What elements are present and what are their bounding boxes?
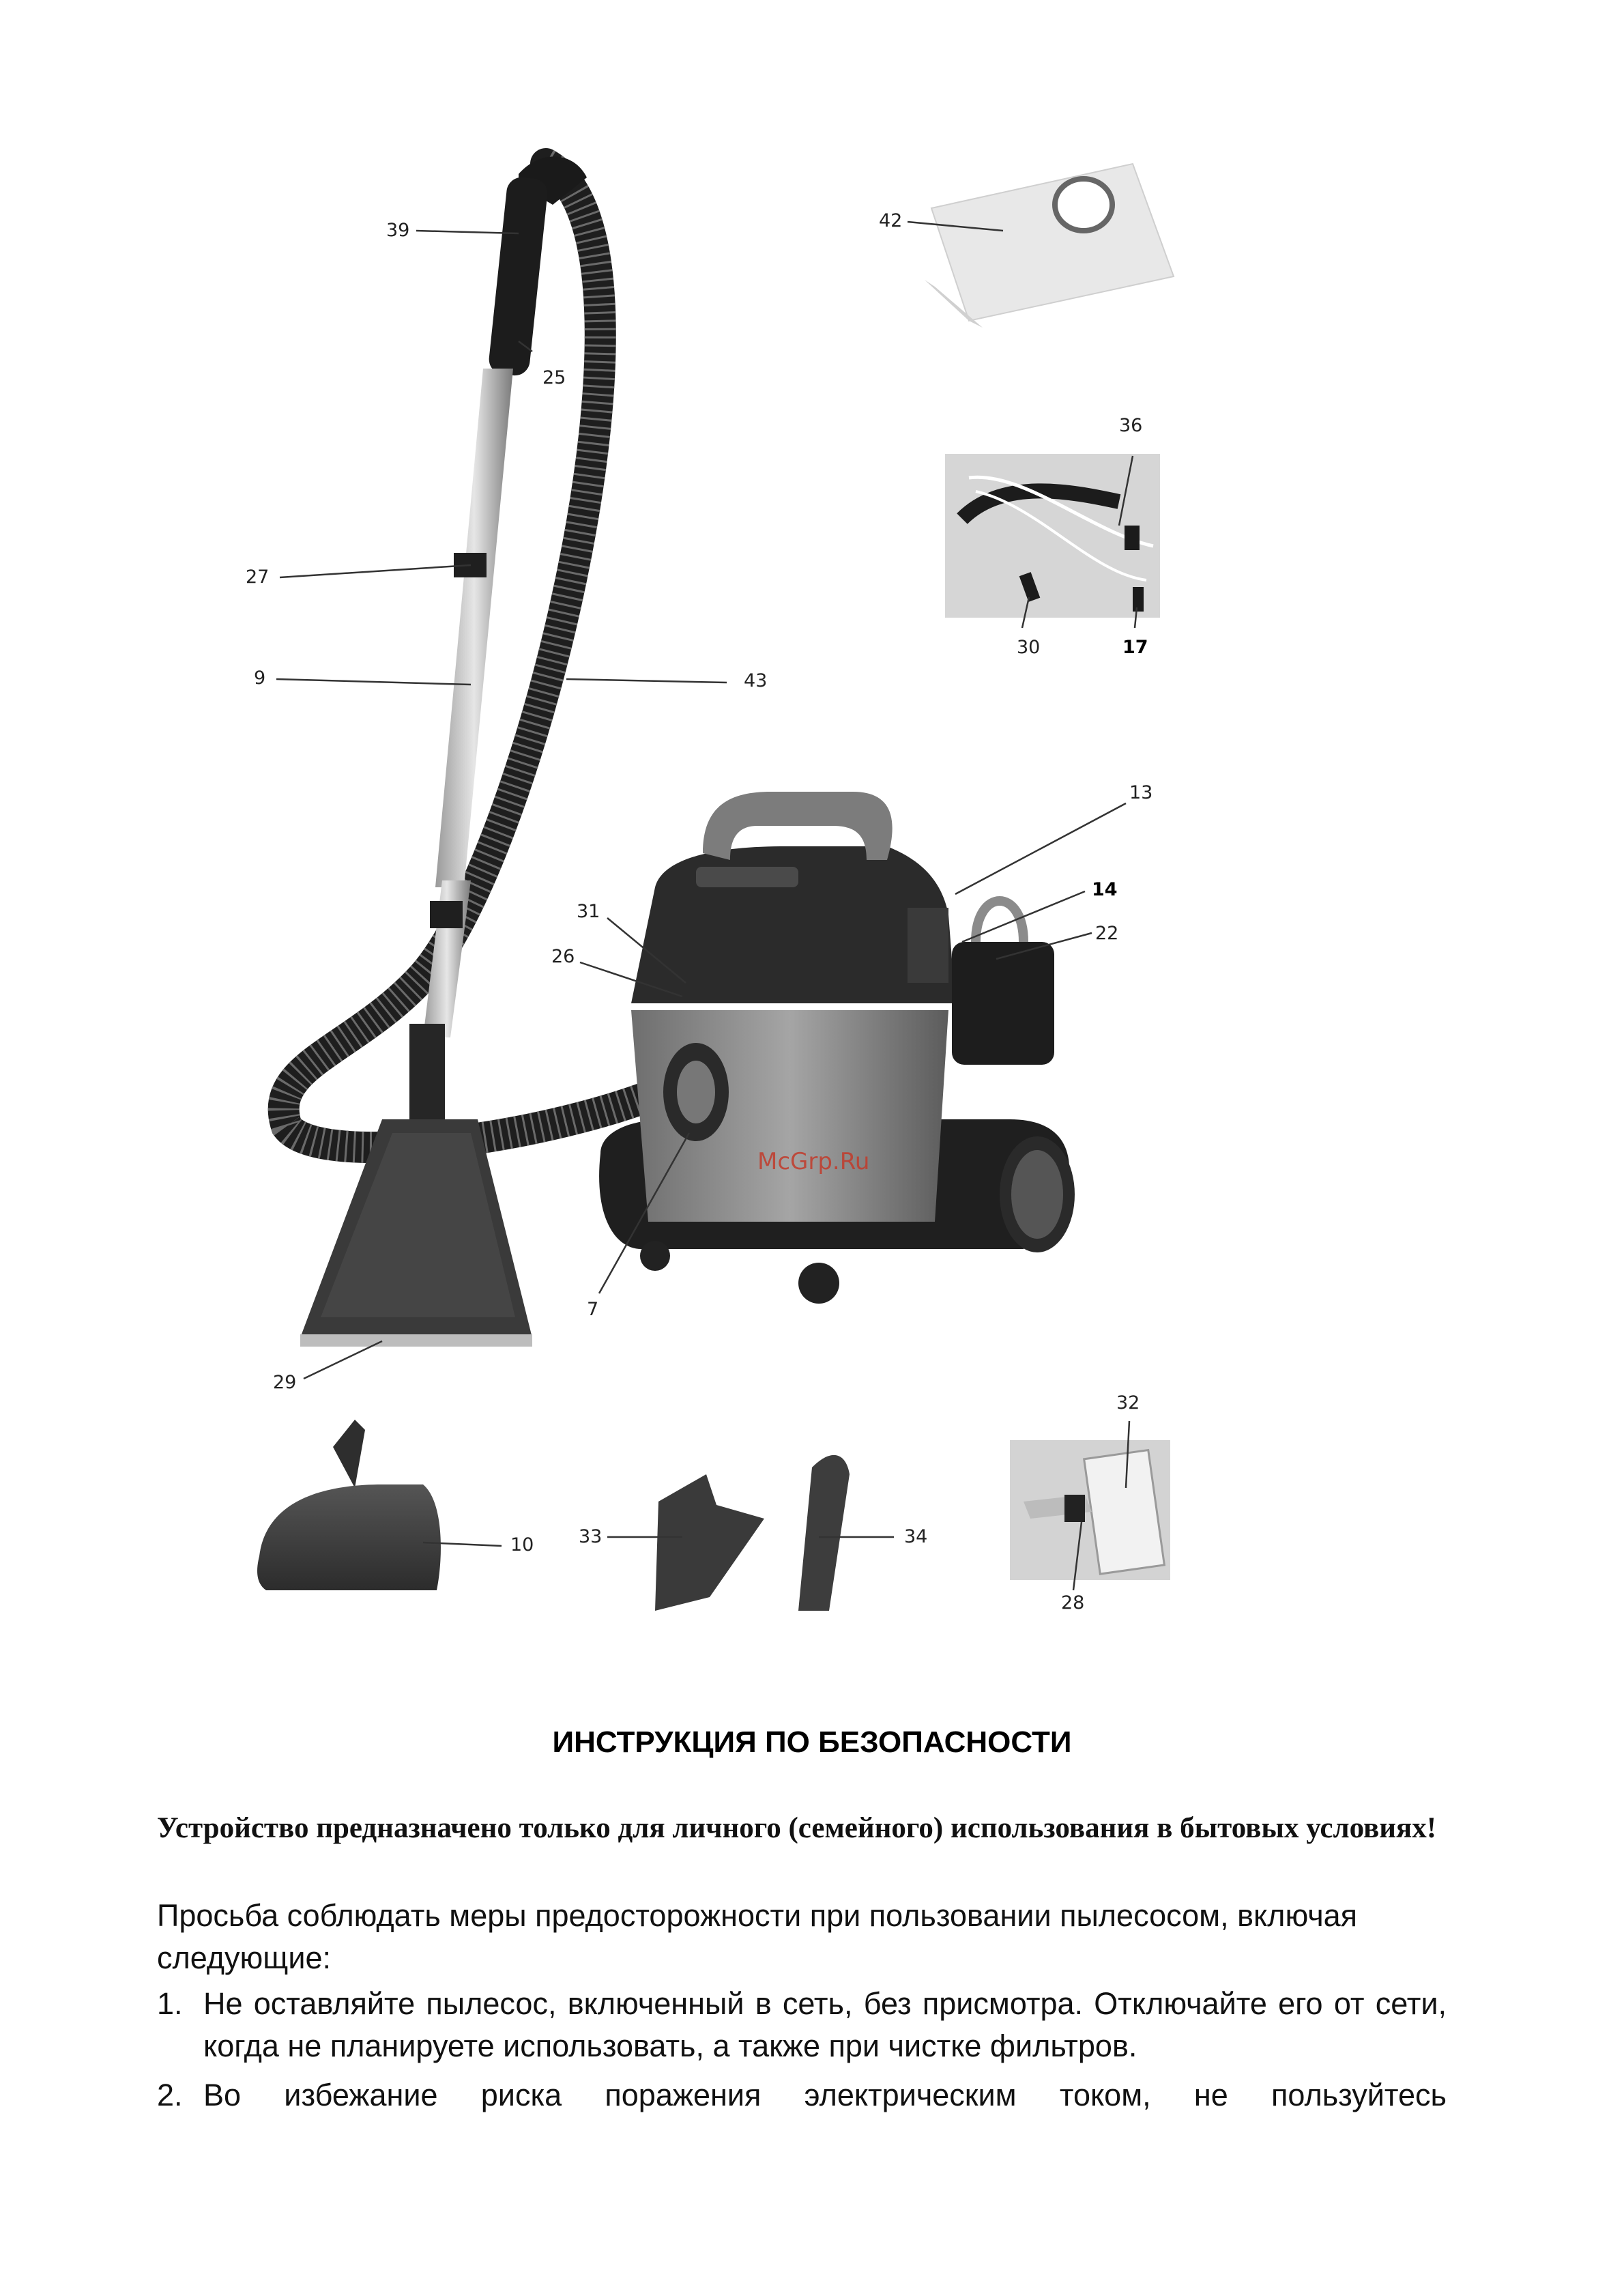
handle-grip	[487, 176, 549, 377]
adapter-photo	[1010, 1440, 1170, 1580]
intro-text: Просьба соблюдать меры предосторожности при пользовании пылесосом, включая следующие:	[157, 1898, 1358, 1975]
label-9: 9	[254, 668, 266, 689]
list-item	[157, 1983, 1447, 2067]
section-heading: ИНСТРУКЦИЯ ПО БЕЗОПАСНОСТИ	[552, 1725, 1072, 1759]
list-item-text: Не оставляйте пылесос, включенный в сеть, без присмотра. Отключайте его от сети, когда не планируете использовать, а также при чистке фильтров.	[203, 1986, 1447, 2063]
label-31: 31	[577, 901, 600, 922]
label-26: 26	[551, 946, 575, 967]
label-29: 29	[273, 1372, 297, 1393]
floor-brush	[257, 1420, 441, 1590]
list-item-number: 2.	[157, 2078, 183, 2112]
label-36: 36	[1119, 415, 1143, 436]
list-item-number: 1.	[157, 1986, 183, 2021]
slot-nozzle	[655, 1474, 764, 1611]
list-item	[157, 2074, 1447, 2116]
label-27: 27	[246, 566, 270, 588]
upholstery-nozzle	[300, 1024, 532, 1347]
safety-list	[157, 1983, 1447, 2123]
label-33: 33	[579, 1526, 603, 1547]
label-42: 42	[879, 210, 903, 231]
label-7: 7	[587, 1299, 599, 1320]
crevice-nozzle	[798, 1455, 850, 1611]
label-13: 13	[1129, 782, 1153, 803]
watermark: McGrp.Ru	[757, 1148, 870, 1175]
label-10: 10	[510, 1534, 534, 1555]
label-30: 30	[1017, 637, 1041, 658]
label-34: 34	[904, 1526, 928, 1547]
label-43: 43	[744, 670, 768, 691]
label-22: 22	[1095, 923, 1119, 944]
label-14: 14	[1092, 879, 1118, 900]
label-39: 39	[386, 220, 410, 241]
label-17: 17	[1122, 637, 1148, 658]
dust-bag	[925, 164, 1174, 328]
list-item-text: Во избежание риска поражения электрическим током, не пользуйтесь	[203, 2078, 1447, 2112]
label-32: 32	[1116, 1392, 1140, 1414]
label-25: 25	[542, 367, 566, 388]
label-28: 28	[1061, 1592, 1085, 1613]
intro-bold-text: Устройство предназначено только для личного (семейного) использования в бытовых условиях!	[157, 1812, 1437, 1844]
